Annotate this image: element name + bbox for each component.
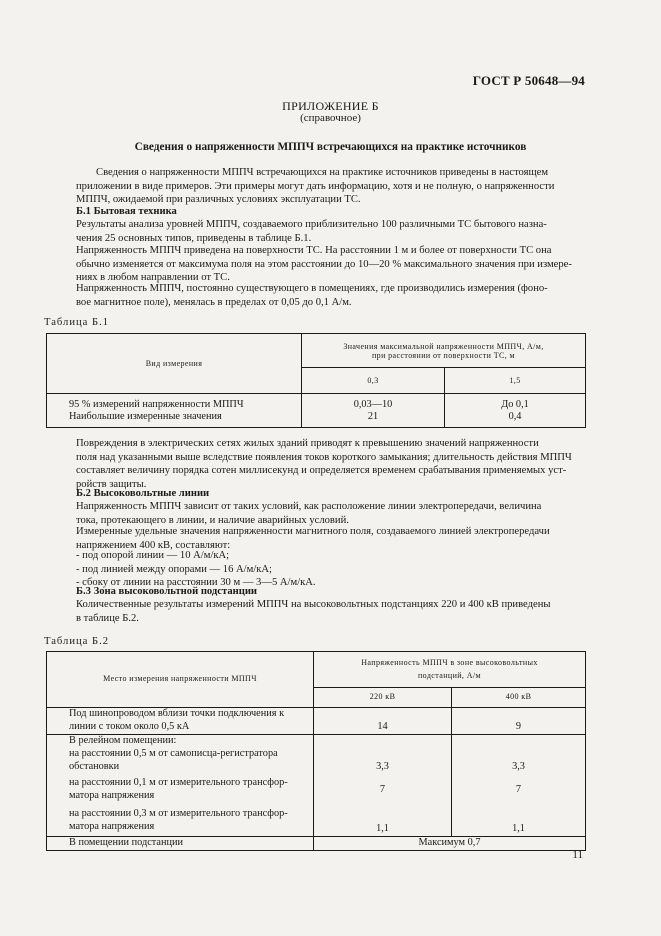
- table-1-header-values: Значения максимальной напряженности МППЧ, А/м, при расстоянии от поверхности ТС, м: [302, 334, 586, 368]
- b1-p1-line: чения 25 основных типов, приведены в таблице Б.1.: [76, 232, 312, 244]
- table-2-voltage: 220 кВ: [314, 688, 452, 708]
- b1-p3-line: вое магнитное поле), менялась в пределах от 0,05 до 0,1 А/м.: [76, 296, 352, 308]
- table-row: [47, 394, 586, 428]
- subsection-title-b2: Б.2 Высоковольтные линии: [76, 488, 210, 499]
- after-table-1-paragraph: [76, 437, 580, 491]
- table-2-voltage: 400 кВ: [452, 688, 586, 708]
- table-row: [47, 806, 586, 836]
- appendix-subtitle: (справочное): [300, 112, 361, 124]
- b1-paragraph-3: [76, 282, 580, 309]
- b1-p3-line: Напряженность МППЧ, постоянно существующего в помещениях, где производились измерения (фоно-: [76, 283, 548, 294]
- after-t1-line: поля над указанными выше вследствие появления токов короткого замыкания; длительность действия МППЧ: [76, 451, 572, 463]
- table-2-cell: 3,3: [314, 734, 452, 774]
- table-2-row-label: В релейном помещении: на расстоянии 0,5 м от самописца-регистратора обстановки: [47, 734, 314, 774]
- table-2-cell: Максимум 0,7: [314, 836, 586, 850]
- b1-p2-line: обычно изменяется от максимума поля на этом расстоянии до 10—20 % максимального значения при измере-: [76, 258, 572, 270]
- intro-line: Сведения о напряженности МППЧ встречающихся на практике источников приведены в настоящем: [96, 167, 549, 178]
- table-row: [47, 836, 586, 850]
- b2-p2-line: Измеренные удельные значения напряженности магнитного поля, создаваемого линией электропередачи: [76, 526, 550, 537]
- table-2-row-label: на расстоянии 0,1 м от измерительного трансфор- матора напряжения: [47, 774, 314, 806]
- table-row: [47, 774, 586, 806]
- table-row: [47, 708, 586, 735]
- table-1-caption: Таблица Б.1: [44, 317, 110, 328]
- table-row: [47, 734, 586, 774]
- b1-paragraph-1: [76, 218, 580, 245]
- table-2-header-values: Напряженность МППЧ в зоне высоковольтных подстанций, А/м: [314, 652, 586, 688]
- table-2-row-label: В помещении подстанции: [47, 836, 314, 850]
- table-2: [46, 651, 586, 851]
- table-2-cell: 7: [452, 774, 586, 806]
- table-1: [46, 333, 586, 428]
- b1-paragraph-2: [76, 244, 580, 285]
- b1-p2-line: ниях в любом направлении от ТС.: [76, 272, 230, 284]
- b2-p2-line: напряжением 400 кВ, составляют:: [76, 539, 231, 551]
- section-heading: Сведения о напряженности МППЧ встречающихся на практике источников: [134, 141, 527, 153]
- b2-paragraph-1: [76, 500, 580, 527]
- table-1-col2-values: До 0,1 0,4: [445, 394, 586, 428]
- b3-p1-line: в таблице Б.2.: [76, 612, 139, 624]
- table-2-cell: 7: [314, 774, 452, 806]
- b2-p1-line: Напряженность МППЧ зависит от таких условий, как расположение линии электропередачи, величина: [76, 501, 542, 512]
- table-2-cell: 9: [452, 708, 586, 735]
- intro-line: МППЧ, ожидаемой при различных условиях эксплуатации ТС.: [76, 194, 361, 206]
- table-1-header-kind: Вид измерения: [47, 334, 302, 394]
- table-2-caption: Таблица Б.2: [44, 636, 110, 647]
- table-2-header-place: Место измерения напряженности МППЧ: [47, 652, 314, 708]
- list-item: - под линией между опорами — 16 А/м/кА;: [76, 563, 272, 575]
- table-2-row-label: Под шинопроводом вблизи точки подключения к линии с током около 0,5 кА: [47, 708, 314, 735]
- subsection-title-b3: Б.3 Зона высоковольтной подстанции: [76, 586, 258, 597]
- after-t1-line: ройств защиты.: [76, 478, 147, 490]
- table-2-row-label: на расстоянии 0,3 м от измерительного трансфор- матора напряжения: [47, 806, 314, 836]
- subsection-title-b1: Б.1 Бытовая техника: [76, 206, 177, 217]
- after-t1-line: составляет величину порядка сотен миллисекунд и определяется временем срабатывания применяемых уст-: [76, 465, 567, 477]
- table-2-cell: 1,1: [452, 806, 586, 836]
- b2-p1-line: тока, протекающего в линии, и наличие аварийных условий.: [76, 514, 349, 526]
- table-1-col1-values: 0,03—10 21: [302, 394, 445, 428]
- table-2-cell: 1,1: [314, 806, 452, 836]
- table-2-cell: 14: [314, 708, 452, 735]
- b3-paragraph-1: [76, 598, 580, 625]
- list-item: - под опорой линии — 10 А/м/кА;: [76, 550, 230, 561]
- b3-p1-line: Количественные результаты измерений МППЧ на высоковольтных подстанциях 220 и 400 кВ приведены: [76, 599, 551, 610]
- b1-p2-line: Напряженность МППЧ приведена на поверхности ТС. На расстоянии 1 м и более от поверхности ТС она: [76, 245, 552, 256]
- table-1-distance: 1,5: [445, 368, 586, 394]
- b2-list: [76, 549, 316, 590]
- page-number: 11: [572, 849, 583, 861]
- table-2-cell: 3,3: [452, 734, 586, 774]
- table-1-distance: 0,3: [302, 368, 445, 394]
- intro-line: приложении в виде примеров. Эти примеры могут дать информацию, хотя и не полную, о напряженности: [76, 180, 555, 192]
- standard-number: ГОСТ Р 50648—94: [472, 73, 585, 88]
- list-item: - сбоку от линии на расстоянии 30 м — 3—5 А/м/кА.: [76, 577, 316, 589]
- b1-p1-line: Результаты анализа уровней МППЧ, создаваемого приблизительно 100 различными ТС бытового назна-: [76, 219, 547, 230]
- intro-paragraph: [76, 166, 580, 207]
- appendix-title: ПРИЛОЖЕНИЕ Б: [282, 99, 379, 113]
- table-1-row-labels: 95 % измерений напряженности МППЧ Наибольшие измеренные значения: [47, 394, 302, 428]
- after-t1-line: Повреждения в электрических сетях жилых зданий приводят к превышению значений напряженности: [76, 438, 539, 449]
